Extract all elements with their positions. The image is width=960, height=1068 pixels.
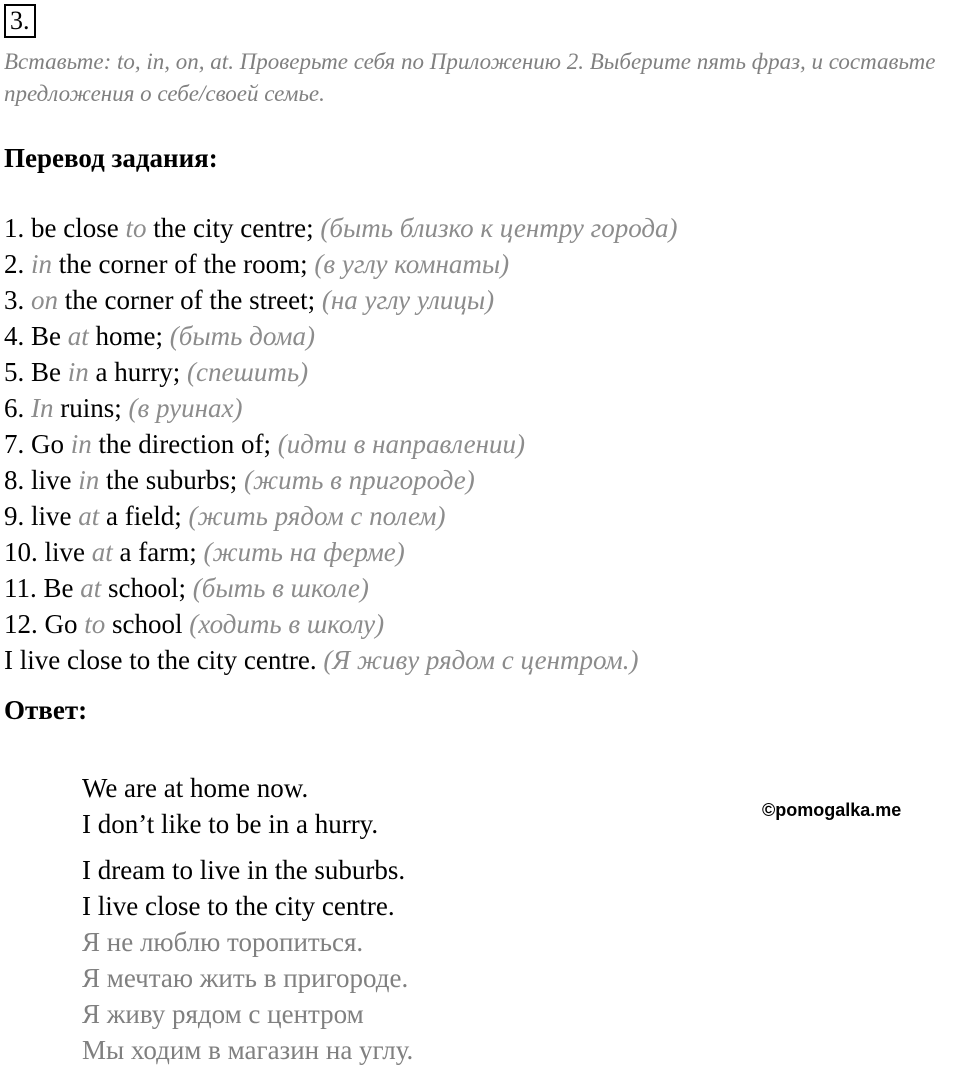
answer-heading: Ответ:: [4, 695, 88, 725]
phrase-translation: (быть близко к центру города): [320, 213, 678, 243]
phrase-translation: (жить на ферме): [203, 537, 405, 567]
answer-block: [82, 770, 722, 1068]
phrase-preposition: at: [78, 501, 100, 531]
answer-line-ru: Мы ходим в магазин на углу.: [82, 1035, 414, 1065]
phrase-before: live: [37, 537, 92, 567]
phrase-translation: (жить в пригороде): [244, 465, 475, 495]
answer-line-ru: Я живу рядом с центром: [82, 999, 364, 1029]
phrase-after: the suburbs;: [99, 465, 245, 495]
example-sentence: [4, 642, 954, 678]
phrase-number: 3.: [4, 285, 25, 315]
phrase-number: 9.: [4, 501, 25, 531]
phrase-translation: (быть в школе): [192, 573, 369, 603]
phrase-number: 10.: [4, 537, 38, 567]
phrase-before: Be: [24, 357, 68, 387]
phrase-item: [4, 318, 954, 354]
phrase-number: 8.: [4, 465, 25, 495]
phrase-preposition: at: [80, 573, 102, 603]
phrase-list: [4, 210, 954, 678]
phrase-translation: (ходить в школу): [189, 609, 385, 639]
phrase-item: [4, 282, 954, 318]
phrase-preposition: on: [31, 285, 58, 315]
phrase-before: [24, 249, 31, 279]
phrase-before: live: [24, 465, 79, 495]
answer-line-ru: Я не люблю торопиться.: [82, 927, 364, 957]
phrase-item: [4, 570, 954, 606]
example-text: I live close to the city centre.: [4, 645, 324, 675]
phrase-translation: (быть дома): [169, 321, 316, 351]
phrase-item: [4, 606, 954, 642]
phrase-before: Go: [24, 429, 71, 459]
phrase-number: 4.: [4, 321, 25, 351]
phrase-item: [4, 462, 954, 498]
phrase-after: the city centre;: [146, 213, 321, 243]
answer-line-en: I live close to the city centre.: [82, 891, 395, 921]
phrase-number: 2.: [4, 249, 25, 279]
phrase-number: 7.: [4, 429, 25, 459]
watermark: ©pomogalka.me: [762, 800, 902, 820]
phrase-after: home;: [88, 321, 170, 351]
phrase-item: [4, 210, 954, 246]
phrase-before: be close: [24, 213, 126, 243]
phrase-after: a farm;: [112, 537, 204, 567]
phrase-translation: (идти в направлении): [277, 429, 526, 459]
phrase-number: 12.: [4, 609, 38, 639]
translation-heading: Перевод задания:: [4, 143, 218, 173]
task-number: 3.: [4, 4, 36, 38]
phrase-number: 5.: [4, 357, 25, 387]
answer-line-ru: Я мечтаю жить в пригороде.: [82, 963, 409, 993]
phrase-item: [4, 498, 954, 534]
phrase-preposition: at: [91, 537, 113, 567]
phrase-before: Be: [24, 321, 68, 351]
phrase-number: 11.: [4, 573, 37, 603]
phrase-after: ruins;: [53, 393, 129, 423]
phrase-after: school: [105, 609, 190, 639]
phrase-before: Be: [36, 573, 81, 603]
phrase-after: school;: [101, 573, 193, 603]
answer-line-en: I don’t like to be in a hurry.: [82, 809, 379, 839]
answer-line-en: We are at home now.: [82, 773, 309, 803]
phrase-preposition: in: [78, 465, 100, 495]
phrase-preposition: in: [70, 429, 92, 459]
phrase-translation: (на углу улицы): [321, 285, 495, 315]
phrase-translation: (в углу комнаты): [314, 249, 510, 279]
phrase-number: 6.: [4, 393, 25, 423]
phrase-after: the direction of;: [91, 429, 278, 459]
phrase-translation: (жить рядом с полем): [188, 501, 446, 531]
phrase-after: a hurry;: [88, 357, 187, 387]
phrase-translation: (в руинах): [128, 393, 243, 423]
answer-line-en: I dream to live in the suburbs.: [82, 855, 406, 885]
phrase-number: 1.: [4, 213, 25, 243]
task-instruction: Вставьте: to, in, on, at. Проверьте себя по Приложению 2. Выберите пять фраз, и составьте предложения о себе/своей семье.: [4, 49, 936, 106]
phrase-after: the corner of the street;: [58, 285, 322, 315]
example-translation: (Я живу рядом с центром.): [323, 645, 639, 675]
phrase-preposition: to: [84, 609, 106, 639]
phrase-item: [4, 534, 954, 570]
phrase-preposition: in: [31, 249, 53, 279]
phrase-preposition: In: [31, 393, 54, 423]
phrase-item: [4, 390, 954, 426]
phrase-preposition: in: [67, 357, 89, 387]
phrase-preposition: at: [67, 321, 89, 351]
phrase-before: [24, 393, 31, 423]
phrase-item: [4, 426, 954, 462]
phrase-before: Go: [37, 609, 85, 639]
phrase-translation: (спешить): [186, 357, 309, 387]
phrase-before: live: [24, 501, 79, 531]
phrase-after: the corner of the room;: [52, 249, 315, 279]
phrase-item: [4, 246, 954, 282]
phrase-after: a field;: [99, 501, 189, 531]
phrase-preposition: to: [125, 213, 147, 243]
phrase-before: [24, 285, 31, 315]
phrase-item: [4, 354, 954, 390]
